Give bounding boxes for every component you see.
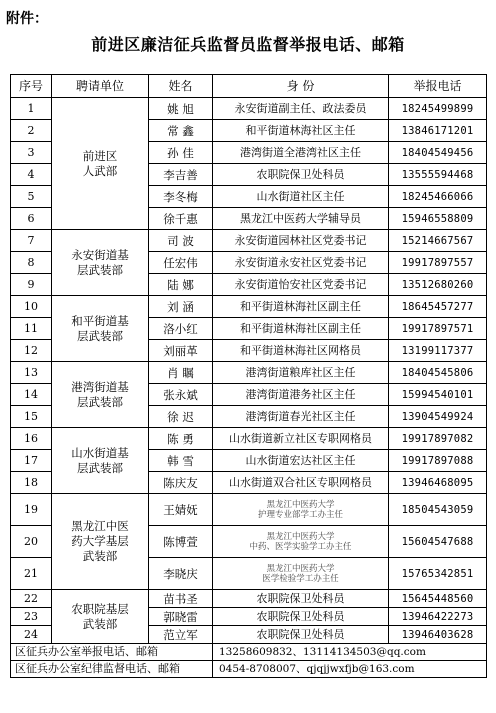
identity-line: 黑龙江中医药大学 xyxy=(266,499,335,510)
identity-cell: 和平街道林海社区主任 xyxy=(213,120,389,142)
phone-number: 15765342851 xyxy=(389,558,487,590)
unit-line: 层武装部 xyxy=(77,262,123,277)
phone-number: 19917897557 xyxy=(389,252,487,274)
phone-number: 18245499899 xyxy=(389,98,487,120)
phone-number: 19917897082 xyxy=(389,428,487,450)
header-phone: 举报电话 xyxy=(389,75,487,98)
unit-cell xyxy=(52,494,149,590)
person-name: 陆 娜 xyxy=(149,274,213,296)
unit-cell xyxy=(52,428,149,494)
person-name: 任宏伟 xyxy=(149,252,213,274)
unit-line: 人武部 xyxy=(82,163,118,178)
person-name: 陈庆友 xyxy=(149,472,213,494)
identity-cell: 永安街道永安社区党委书记 xyxy=(213,252,389,274)
person-name: 洛小红 xyxy=(149,318,213,340)
person-name: 肖 瞩 xyxy=(149,362,213,384)
phone-number: 15604547688 xyxy=(389,526,487,558)
row-number: 9 xyxy=(11,274,52,296)
identity-cell xyxy=(213,494,389,526)
person-name: 刘 涵 xyxy=(149,296,213,318)
person-name: 韩 雪 xyxy=(149,450,213,472)
person-name: 刘丽革 xyxy=(149,340,213,362)
unit-line: 永安街道基 xyxy=(71,247,129,262)
row-number: 12 xyxy=(11,340,52,362)
identity-cell: 港湾街道全港湾社区主任 xyxy=(213,142,389,164)
unit-line: 层武装部 xyxy=(77,394,123,409)
row-number: 18 xyxy=(11,472,52,494)
row-number: 10 xyxy=(11,296,52,318)
row-number: 4 xyxy=(11,164,52,186)
identity-cell: 港湾街道春光社区主任 xyxy=(213,406,389,428)
footer-contact: 0454-8708007、qjqjjwxfjb@163.com xyxy=(213,661,487,678)
supervisor-table xyxy=(10,74,487,678)
phone-number: 19917897088 xyxy=(389,450,487,472)
table-row xyxy=(11,590,487,608)
identity-cell xyxy=(213,558,389,590)
identity-cell: 山水街道双合社区专职网格员 xyxy=(213,472,389,494)
person-name: 常 鑫 xyxy=(149,120,213,142)
phone-number: 18504543059 xyxy=(389,494,487,526)
person-name: 王婧妩 xyxy=(149,494,213,526)
row-number: 16 xyxy=(11,428,52,450)
row-number: 2 xyxy=(11,120,52,142)
identity-cell: 和平街道林海社区副主任 xyxy=(213,296,389,318)
table-header-row xyxy=(11,75,487,98)
person-name: 陈博萱 xyxy=(149,526,213,558)
header-unit: 聘请单位 xyxy=(52,75,149,98)
identity-line: 黑龙江中医药大学 xyxy=(266,563,335,574)
person-name: 郭晓雷 xyxy=(149,608,213,626)
identity-cell: 农职院保卫处科员 xyxy=(213,626,389,644)
row-number: 22 xyxy=(11,590,52,608)
identity-cell: 和平街道林海社区网格员 xyxy=(213,340,389,362)
unit-line: 武装部 xyxy=(82,616,118,631)
table-row xyxy=(11,428,487,450)
phone-number: 13555594468 xyxy=(389,164,487,186)
header-identity: 身 份 xyxy=(213,75,389,98)
person-name: 孙 佳 xyxy=(149,142,213,164)
row-number: 3 xyxy=(11,142,52,164)
person-name: 李吉善 xyxy=(149,164,213,186)
phone-number: 13199117377 xyxy=(389,340,487,362)
identity-line: 黑龙江中医药大学 xyxy=(266,531,335,542)
phone-number: 13512680260 xyxy=(389,274,487,296)
person-name: 徐千惠 xyxy=(149,208,213,230)
identity-cell: 农职院保卫处科员 xyxy=(213,608,389,626)
phone-number: 13946403628 xyxy=(389,626,487,644)
person-name: 徐 迟 xyxy=(149,406,213,428)
row-number: 13 xyxy=(11,362,52,384)
unit-cell xyxy=(52,590,149,644)
row-number: 7 xyxy=(11,230,52,252)
attachment-label: 附件： xyxy=(6,11,48,27)
footer-label: 区征兵办公室举报电话、邮箱 xyxy=(11,644,213,661)
phone-number: 13946422273 xyxy=(389,608,487,626)
phone-number: 15994540101 xyxy=(389,384,487,406)
unit-line: 和平街道基 xyxy=(71,313,129,328)
row-number: 5 xyxy=(11,186,52,208)
phone-number: 18245466066 xyxy=(389,186,487,208)
row-number: 15 xyxy=(11,406,52,428)
person-name: 李冬梅 xyxy=(149,186,213,208)
row-number: 6 xyxy=(11,208,52,230)
header-no: 序号 xyxy=(11,75,52,98)
identity-cell: 永安街道副主任、政法委员 xyxy=(213,98,389,120)
row-number: 8 xyxy=(11,252,52,274)
row-number: 21 xyxy=(11,558,52,590)
unit-cell xyxy=(52,362,149,428)
row-number: 1 xyxy=(11,98,52,120)
unit-cell xyxy=(52,296,149,362)
row-number: 17 xyxy=(11,450,52,472)
identity-cell: 山水街道社区主任 xyxy=(213,186,389,208)
person-name: 陈 勇 xyxy=(149,428,213,450)
row-number: 20 xyxy=(11,526,52,558)
phone-number: 13846171201 xyxy=(389,120,487,142)
identity-cell: 永安街道园林社区党委书记 xyxy=(213,230,389,252)
footer-contact: 13258609832、13114134503@qq.com xyxy=(213,644,487,661)
header-name: 姓名 xyxy=(149,75,213,98)
phone-number: 15645448560 xyxy=(389,590,487,608)
table-body xyxy=(11,98,487,678)
phone-number: 15946558809 xyxy=(389,208,487,230)
page-title: 前进区廉洁征兵监督员监督举报电话、邮箱 xyxy=(91,35,405,54)
table-row xyxy=(11,362,487,384)
unit-line: 山水街道基 xyxy=(71,445,129,460)
phone-number: 18404549456 xyxy=(389,142,487,164)
footer-row xyxy=(11,644,487,661)
identity-cell: 港湾街道粮库社区主任 xyxy=(213,362,389,384)
person-name: 张永斌 xyxy=(149,384,213,406)
unit-line: 黑龙江中医 xyxy=(71,519,129,533)
identity-cell xyxy=(213,526,389,558)
person-name: 苗书圣 xyxy=(149,590,213,608)
person-name: 范立军 xyxy=(149,626,213,644)
footer-row xyxy=(11,661,487,678)
identity-cell: 山水街道宏达社区主任 xyxy=(213,450,389,472)
unit-line: 港湾街道基 xyxy=(71,379,129,394)
identity-cell: 农职院保卫处科员 xyxy=(213,590,389,608)
phone-number: 18645457277 xyxy=(389,296,487,318)
table-row xyxy=(11,494,487,526)
unit-line: 层武装部 xyxy=(77,328,123,343)
identity-line: 医学检验学工办主任 xyxy=(262,573,339,584)
row-number: 19 xyxy=(11,494,52,526)
table-row xyxy=(11,296,487,318)
identity-cell: 农职院保卫处科员 xyxy=(213,164,389,186)
unit-line: 武装部 xyxy=(82,549,118,563)
person-name: 司 波 xyxy=(149,230,213,252)
unit-line: 层武装部 xyxy=(77,460,123,475)
phone-number: 15214667567 xyxy=(389,230,487,252)
phone-number: 19917897571 xyxy=(389,318,487,340)
identity-line: 中药、医学实验学工办主任 xyxy=(249,541,352,552)
unit-line: 药大学基层 xyxy=(71,534,129,548)
unit-cell xyxy=(52,230,149,296)
identity-cell: 山水街道新立社区专职网格员 xyxy=(213,428,389,450)
footer-label: 区征兵办公室纪律监督电话、邮箱 xyxy=(11,661,213,678)
phone-number: 13946468095 xyxy=(389,472,487,494)
identity-cell: 港湾街道港务社区主任 xyxy=(213,384,389,406)
phone-number: 18404545806 xyxy=(389,362,487,384)
row-number: 14 xyxy=(11,384,52,406)
row-number: 11 xyxy=(11,318,52,340)
identity-line: 护理专业部学工办主任 xyxy=(257,509,343,520)
identity-cell: 黑龙江中医药大学辅导员 xyxy=(213,208,389,230)
table-row xyxy=(11,230,487,252)
table-row xyxy=(11,98,487,120)
unit-line: 前进区 xyxy=(82,148,118,163)
unit-line: 农职院基层 xyxy=(71,601,129,616)
person-name: 李晓庆 xyxy=(149,558,213,590)
unit-cell xyxy=(52,98,149,230)
identity-cell: 永安街道怡安社区党委书记 xyxy=(213,274,389,296)
phone-number: 13904549924 xyxy=(389,406,487,428)
person-name: 姚 旭 xyxy=(149,98,213,120)
row-number: 23 xyxy=(11,608,52,626)
row-number: 24 xyxy=(11,626,52,644)
identity-cell: 和平街道林海社区副主任 xyxy=(213,318,389,340)
